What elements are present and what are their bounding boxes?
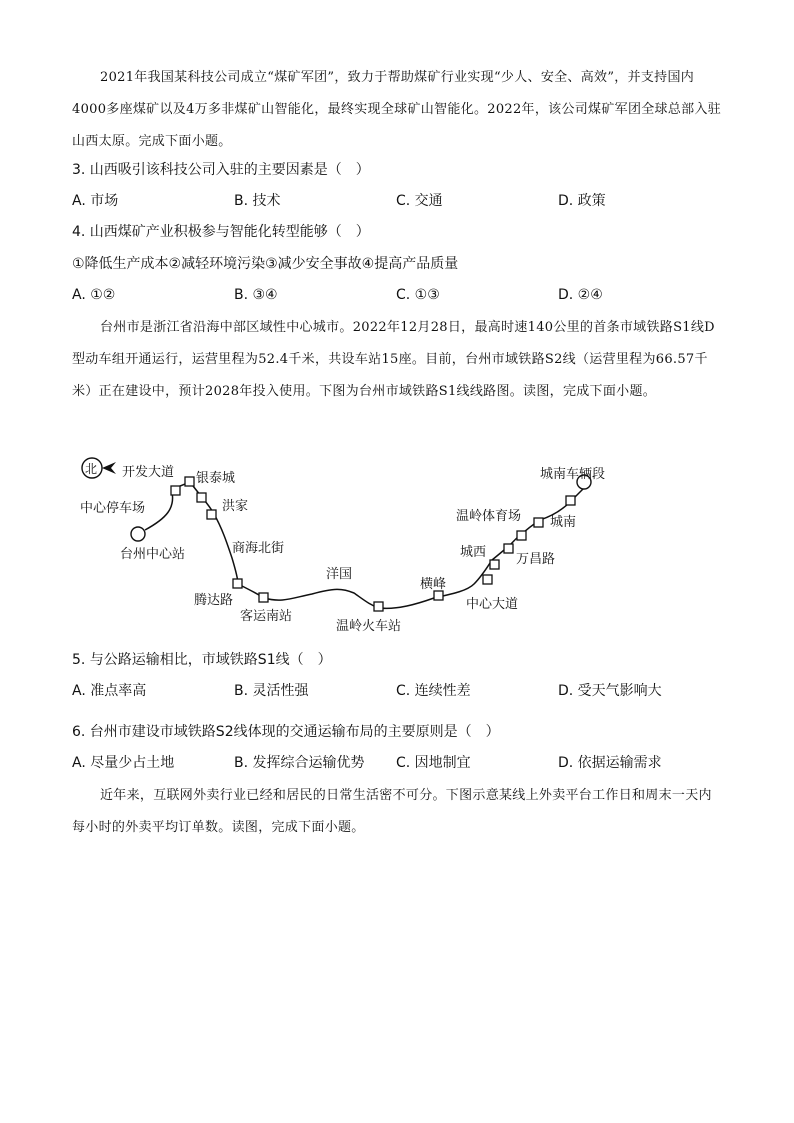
station-marker xyxy=(434,591,443,600)
station-marker xyxy=(483,575,492,584)
question-4-option-c[interactable]: C. ①③ xyxy=(396,287,440,303)
label-hongjia: 洪家 xyxy=(222,499,249,514)
label-chengnan: 城南 xyxy=(550,515,577,530)
label-center-ave: 中心大道 xyxy=(466,597,519,612)
label-shanghai-north: 商海北街 xyxy=(232,541,285,556)
label-depot-center: 中心停车场 xyxy=(80,501,146,516)
label-yangguo: 洋国 xyxy=(326,567,353,582)
label-wenling-train: 温岭火车站 xyxy=(336,619,402,634)
station-marker xyxy=(490,560,499,569)
question-3-option-c[interactable]: C. 交通 xyxy=(396,193,443,209)
station-marker xyxy=(566,496,575,505)
station-marker xyxy=(197,493,206,502)
question-4-option-d[interactable]: D. ②④ xyxy=(558,287,603,303)
label-wenling-sports: 温岭体育场 xyxy=(456,509,522,524)
question-3-stem: 3. 山西吸引该科技公司入驻的主要因素是（ ） xyxy=(72,162,370,178)
label-chengxi: 城西 xyxy=(460,545,487,560)
question-6-option-d[interactable]: D. 依据运输需求 xyxy=(558,755,662,771)
question-4-option-a[interactable]: A. ①② xyxy=(72,287,116,303)
station-marker xyxy=(374,602,383,611)
question-5-option-d[interactable]: D. 受天气影响大 xyxy=(558,683,662,699)
label-tengda: 腾达路 xyxy=(194,593,234,608)
question-5-stem: 5. 与公路运输相比，市域铁路S1线（ ） xyxy=(72,652,332,668)
label-hengfeng: 横峰 xyxy=(420,577,447,592)
question-4-items: ①降低生产成本②减轻环境污染③减少安全事故④提高产品质量 xyxy=(72,256,459,272)
label-yintai: 银泰城 xyxy=(196,471,236,486)
question-3-option-b[interactable]: B. 技术 xyxy=(234,193,281,209)
station-marker xyxy=(517,531,526,540)
railway-route-line xyxy=(145,482,584,608)
question-4-option-b[interactable]: B. ③④ xyxy=(234,287,278,303)
question-4-stem: 4. 山西煤矿产业积极参与智能化转型能够（ ） xyxy=(72,224,370,240)
station-marker xyxy=(259,593,268,602)
north-arrow-icon xyxy=(82,458,116,478)
north-label: 北 xyxy=(85,462,98,476)
label-chengnan-depot: 城南车辆段 xyxy=(540,467,606,482)
railway-s1-map xyxy=(72,448,652,638)
question-6-stem: 6. 台州市建设市域铁路S2线体现的交通运输布局的主要原则是（ ） xyxy=(72,724,500,740)
question-5-option-a[interactable]: A. 准点率高 xyxy=(72,683,147,699)
question-3-option-a[interactable]: A. 市场 xyxy=(72,193,119,209)
question-6-option-b[interactable]: B. 发挥综合运输优势 xyxy=(234,755,365,771)
question-6-option-c[interactable]: C. 因地制宜 xyxy=(396,755,471,771)
passage-coal-mining: 2021年我国某科技公司成立“煤矿军团”，致力于帮助煤矿行业实现“少人、安全、高效”，并支持国内4000多座煤矿以及4万多非煤矿山智能化，最终实现全球矿山智能化。2022年，该公司煤矿军团全球总部入驻山西太原。完成下面小题。 xyxy=(72,70,722,149)
question-6-option-a[interactable]: A. 尽量少占土地 xyxy=(72,755,175,771)
station-marker xyxy=(171,486,180,495)
station-marker xyxy=(185,477,194,486)
station-marker xyxy=(534,518,543,527)
label-keyun-south: 客运南站 xyxy=(240,609,293,624)
passage-takeout: 近年来，互联网外卖行业已经和居民的日常生活密不可分。下图示意某线上外卖平台工作日和周末一天内每小时的外卖平均订单数。读图，完成下面小题。 xyxy=(72,788,712,835)
station-marker xyxy=(207,510,216,519)
question-5-option-c[interactable]: C. 连续性差 xyxy=(396,683,471,699)
passage-taizhou-railway: 台州市是浙江省沿海中部区域性中心城市。2022年12月28日，最高时速140公里的首条市域铁路S1线D型动车组开通运行，运营里程为52.4千米，共设车站15座。目前，台州市域铁路S2线（运营里程为66.57千米）正在建设中，预计2028年投入使用。下图为台州市域铁路S1线线路图。读图，完成下面小题。 xyxy=(72,320,715,399)
question-3-option-d[interactable]: D. 政策 xyxy=(558,193,606,209)
question-5-option-b[interactable]: B. 灵活性强 xyxy=(234,683,309,699)
station-marker xyxy=(233,579,242,588)
label-taizhou-center: 台州中心站 xyxy=(120,547,186,562)
station-marker-depot-center xyxy=(131,527,145,541)
label-wanchang: 万昌路 xyxy=(516,552,556,567)
station-marker xyxy=(504,544,513,553)
label-kaifa: 开发大道 xyxy=(122,465,175,480)
